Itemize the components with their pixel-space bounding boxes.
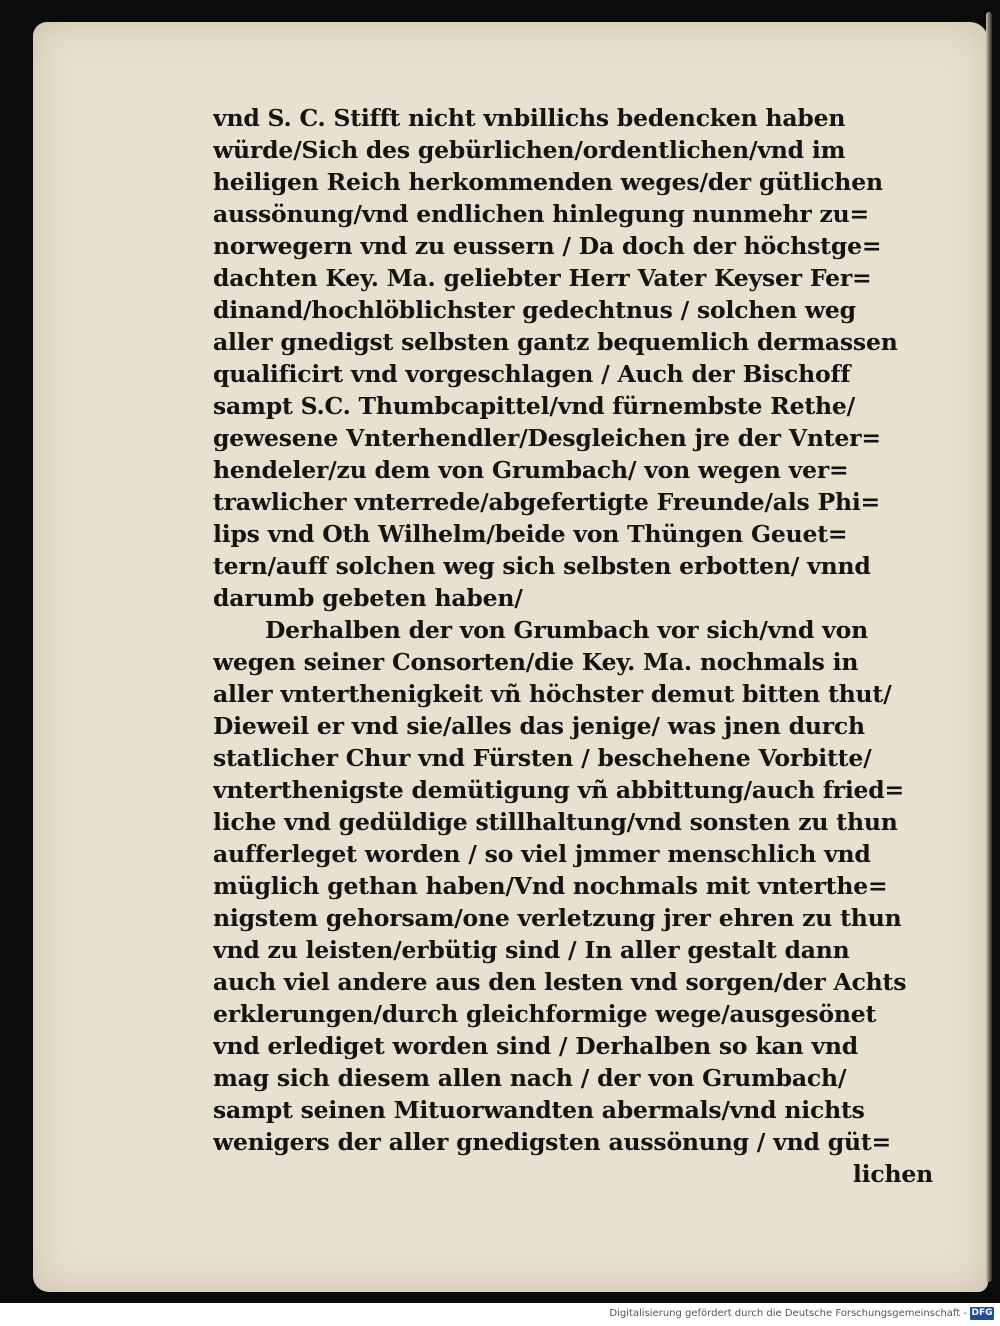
text-line: darumb gebeten haben/ [213,584,523,612]
text-line: trawlicher vnterrede/abgefertigte Freunde/als Phi= [213,488,881,516]
funding-credit: Digitalisierung gefördert durch die Deutsche Forschungsgemeinschaft - [609,1307,967,1319]
text-line: heiligen Reich herkommenden weges/der gütlichen [213,168,883,196]
text-line: aller vnterthenigkeit vñ höchster demut bitten thut/ [213,680,892,708]
text-line: sampt S.C. Thumbcapittel/vnd fürnembste Rethe/ [213,392,856,420]
text-line: würde/Sich des gebürlichen/ordentlichen/vnd im [213,136,846,164]
text-line: vnterthenigste demütigung vñ abbittung/auch fried= [213,776,905,804]
text-line: nigstem gehorsam/one verletzung jrer ehren zu thun [213,904,902,932]
text-line: sampt seinen Mituorwandten abermals/vnd nichts [213,1096,865,1124]
text-line: vnd S. C. Stifft nicht vnbillichs bedencken haben [213,104,846,132]
text-line: Dieweil er vnd sie/alles das jenige/ was jnen durch [213,712,865,740]
text-line: aller gnedigst selbsten gantz bequemlich dermassen [213,328,898,356]
text-line: qualificirt vnd vorgeschlagen / Auch der Bischoff [213,360,851,388]
book-page [33,22,988,1292]
text-line: dachten Key. Ma. geliebter Herr Vater Keyser Fer= [213,264,872,292]
text-line: tern/auff solchen weg sich selbsten erbotten/ vnnd [213,552,871,580]
text-line: erklerungen/durch gleichformige wege/ausgesönet [213,1000,877,1028]
text-line: statlicher Chur vnd Fürsten / beschehene Vorbitte/ [213,744,872,772]
text-line: gewesene Vnterhendler/Desgleichen jre der Vnter= [213,424,881,452]
text-line: mag sich diesem allen nach / der von Grumbach/ [213,1064,847,1092]
text-line: auch viel andere aus den lesten vnd sorgen/der Achts [213,968,907,996]
catchword: lichen [852,1160,933,1188]
text-line: müglich gethan haben/Vnd nochmals mit vnterthe= [213,872,888,900]
text-line: wenigers der aller gnedigsten aussönung / vnd güt= [213,1128,891,1156]
text-line: vnd erlediget worden sind / Derhalben so kan vnd [213,1032,858,1060]
digitization-footer [609,1304,994,1322]
paragraph-start-line: Derhalben der von Grumbach vor sich/vnd von [265,616,868,644]
text-line: liche vnd gedüldige stillhaltung/vnd sonsten zu thun [213,808,898,836]
text-line: aussönung/vnd endlichen hinlegung nunmehr zu= [213,200,870,228]
text-line: lips vnd Oth Wilhelm/beide von Thüngen Geuet= [213,520,848,548]
text-line: dinand/hochlöblichster gedechtnus / solchen weg [213,296,856,324]
text-line: wegen seiner Consorten/die Key. Ma. nochmals in [213,648,859,676]
text-line: aufferleget worden / so viel jmmer menschlich vnd [213,840,871,868]
text-line: hendeler/zu dem von Grumbach/ von wegen ver= [213,456,849,484]
page-edge [986,12,992,1282]
dfg-logo-icon: DFG [971,1308,993,1318]
text-line: norwegern vnd zu eussern / Da doch der höchstge= [213,232,882,260]
text-line: vnd zu leisten/erbütig sind / In aller gestalt dann [213,936,850,964]
page-text [213,102,933,1190]
